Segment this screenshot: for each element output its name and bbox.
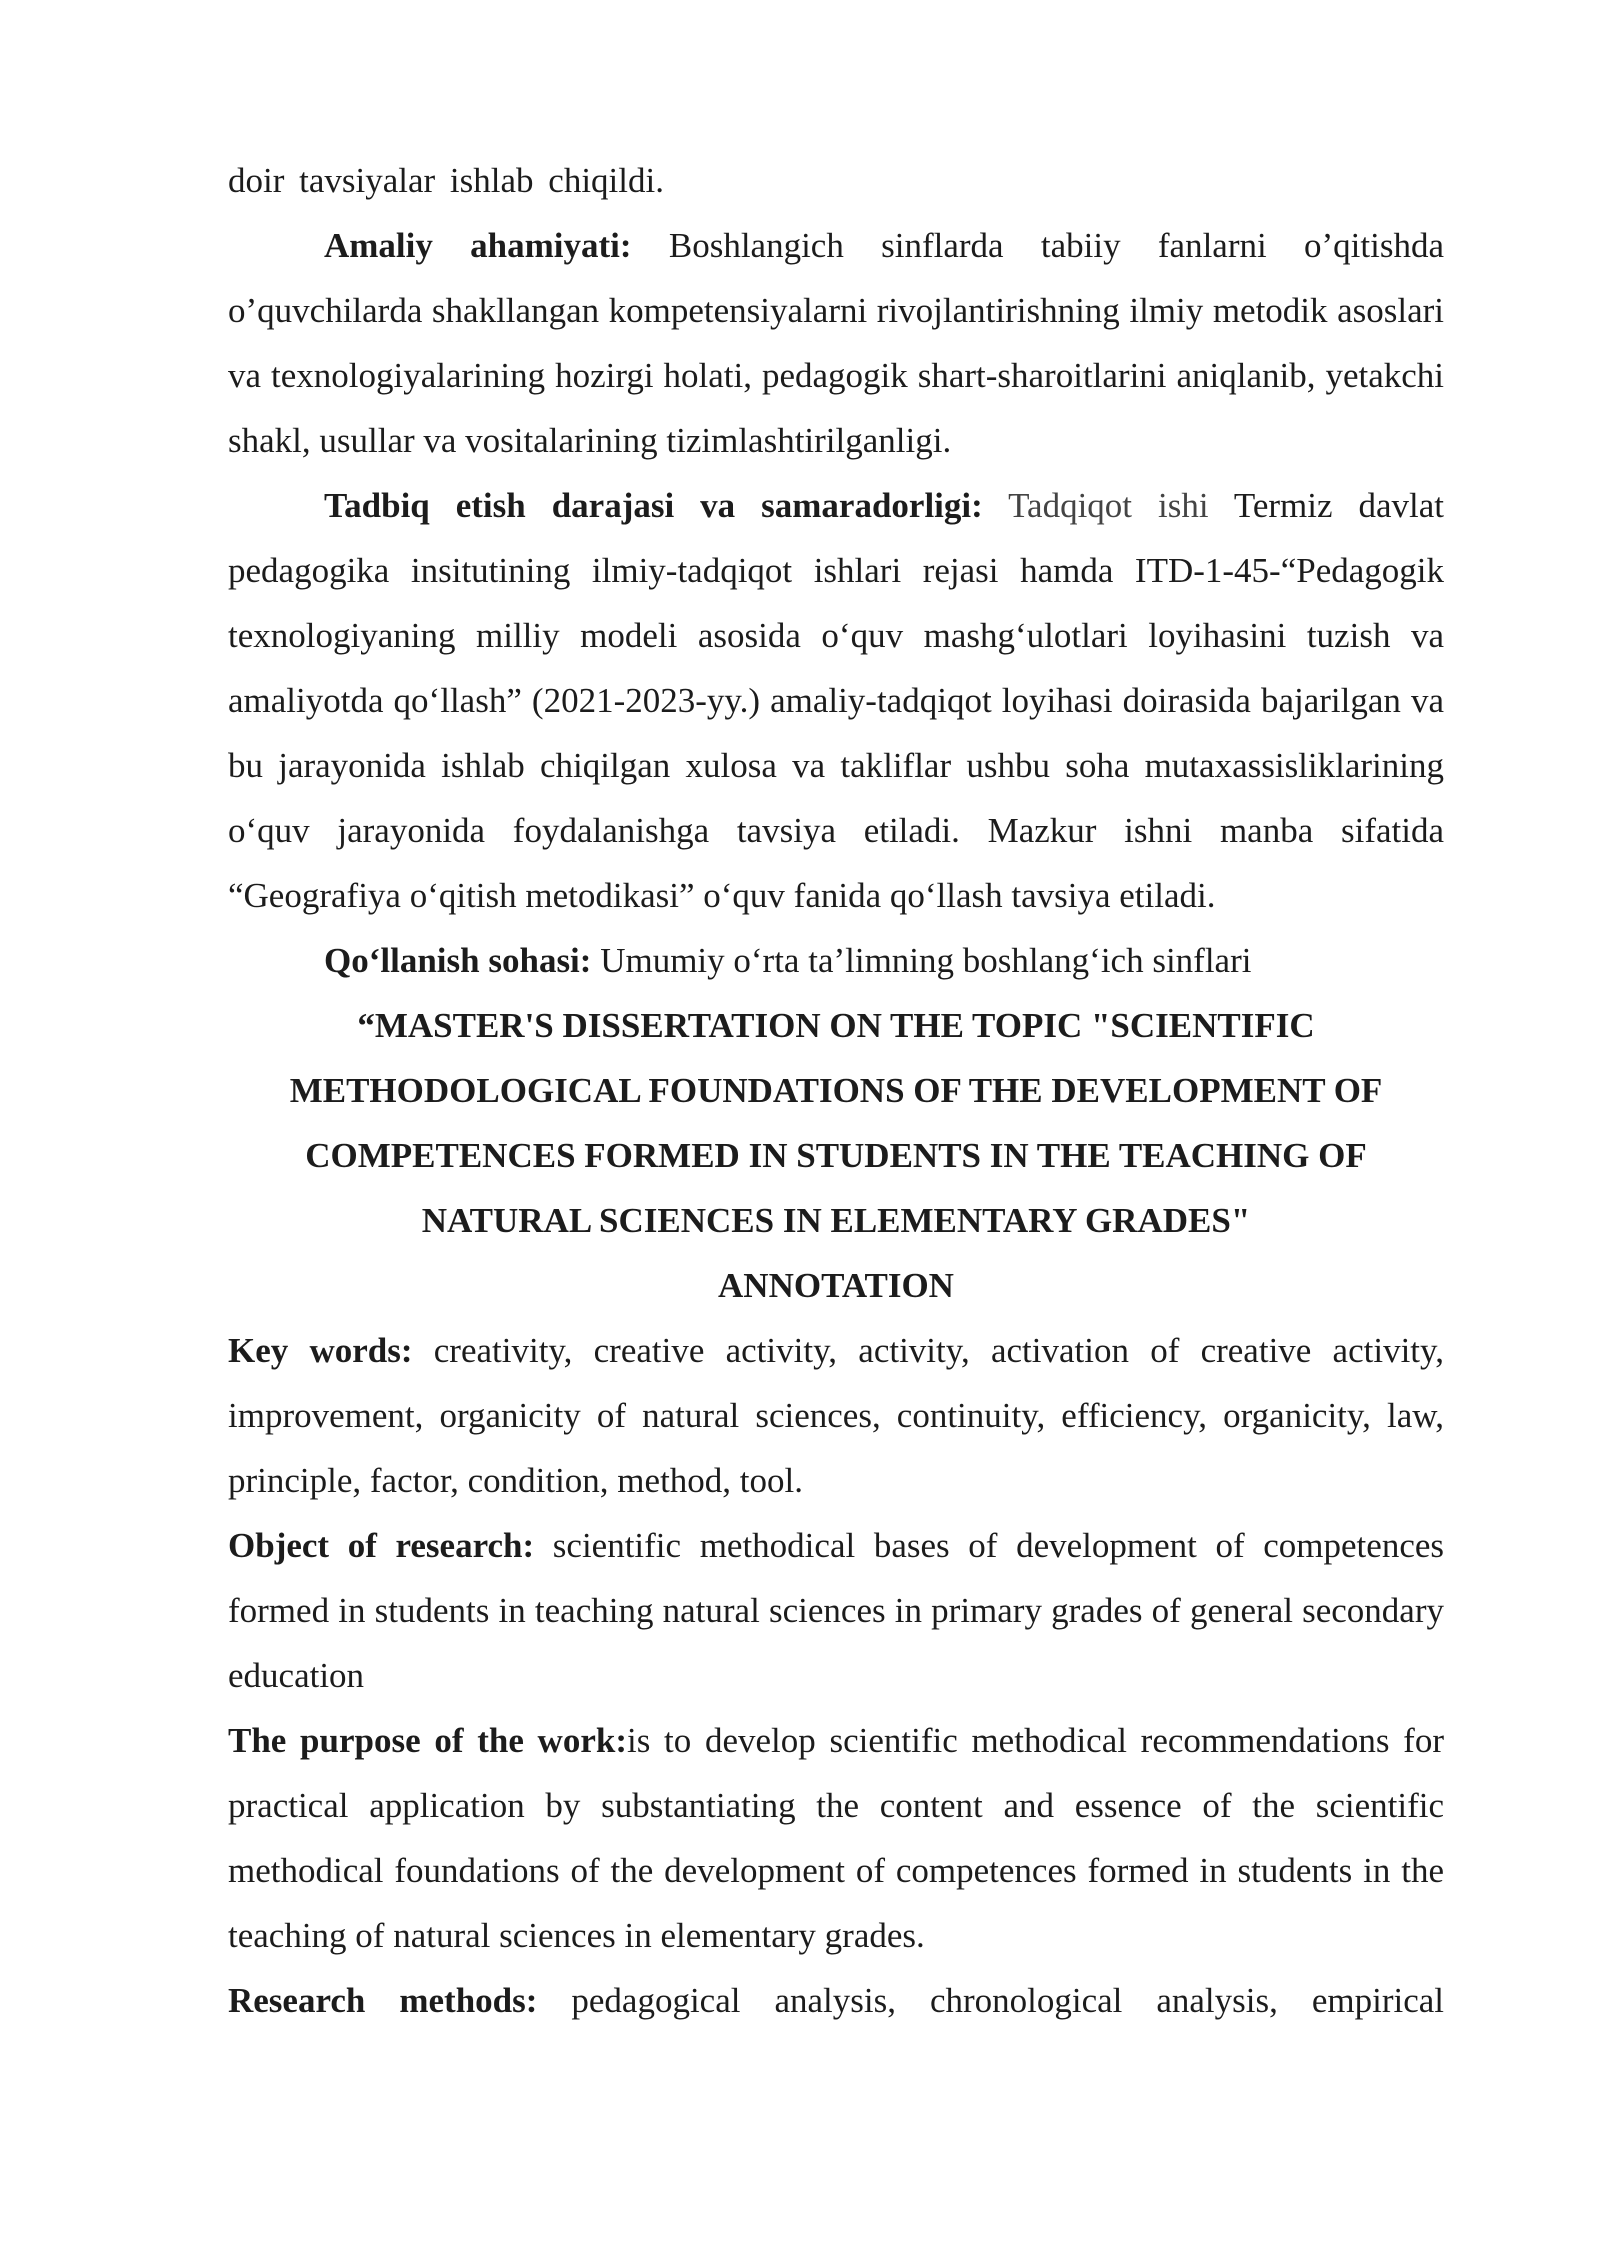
research-methods-label: Research methods: [228, 1981, 538, 2020]
paragraph-research-methods [228, 1968, 1444, 2033]
dissertation-title: “MASTER'S DISSERTATION ON THE TOPIC "SCIENTIFIC METHODOLOGICAL FOUNDATIONS OF THE DEVELOPMENT OF COMPETENCES FORMED IN STUDENTS IN THE TEACHING OF NATURAL SCIENCES IN ELEMENTARY GRADES" [289, 1006, 1383, 1240]
tadbiq-etish-text: Termiz davlat pedagogika insitutining ilmiy-tadqiqot ishlari rejasi hamda ITD-1-45-“Pedagogik texnologiyaning milliy modeli asosida o‘quv mashg‘ulotlari loyihasini tuzish va amaliyotda qo‘llash” (2021-2023-yy.) amaliy-tadqiqot loyihasi doirasida bajarilgan va bu jarayonida ishlab chiqilgan xulosa va takliflar ushbu soha mutaxassisliklarining o‘quv jarayonida foydalanishga tavsiya etiladi. Mazkur ishni manba sifatida “Geografiya o‘qitish metodikasi” o‘quv fanida qo‘llash tavsiya etiladi. [228, 486, 1444, 915]
paragraph-qollanish-sohasi [228, 928, 1444, 993]
annotation-heading: ANNOTATION [718, 1266, 954, 1305]
qollanish-sohasi-label: Qo‘llanish sohasi: [324, 941, 592, 980]
paragraph-object-of-research [228, 1513, 1444, 1708]
object-of-research-label: Object of research: [228, 1526, 535, 1565]
object-of-research-text: scientific methodical bases of development of competences formed in students in teaching natural sciences in primary grades of general secondary education [228, 1526, 1445, 1695]
purpose-label: The purpose of the work: [228, 1721, 627, 1760]
tadbiq-etish-label: Tadbiq etish darajasi va samaradorligi: [324, 486, 983, 525]
paragraph-purpose [228, 1708, 1444, 1968]
paragraph-continuation: doir tavsiyalar ishlab chiqildi. [228, 161, 664, 200]
purpose-text: is to develop scientific methodical recommendations for practical application by substantiating the content and essence of the scientific methodical foundations of the development of competences formed in students in the teaching of natural sciences in elementary grades. [228, 1721, 1444, 1955]
paragraph-key-words [228, 1318, 1444, 1513]
qollanish-sohasi-text: Umumiy o‘rta ta’limning boshlang‘ich sinflari [591, 941, 1252, 980]
paragraph-tadbiq-etish [228, 473, 1444, 928]
amaliy-ahamiyati-text: Boshlangich sinflarda tabiiy fanlarni o’qitishda o’quvchilarda shakllangan kompetensiyalarni rivojlantirishning ilmiy metodik asoslari va texnologiyalarining hozirgi holati, pedagogik shart-sharoitlarini aniqlanib, yetakchi shakl, usullar va vositalarining tizimlashtirilganligi. [228, 226, 1444, 460]
amaliy-ahamiyati-label: Amaliy ahamiyati: [324, 226, 632, 265]
document-page [228, 148, 1444, 2033]
tadbiq-etish-text-grey: Tadqiqot ishi [982, 486, 1209, 525]
research-methods-text: pedagogical analysis, chronological analysis, empirical [537, 1981, 1444, 2020]
key-words-label: Key words: [228, 1331, 413, 1370]
paragraph-amaliy-ahamiyati [228, 213, 1444, 473]
key-words-text: creativity, creative activity, activity, activation of creative activity, improvement, organicity of natural sciences, continuity, efficiency, organicity, law, principle, factor, condition, method, tool. [228, 1331, 1444, 1500]
